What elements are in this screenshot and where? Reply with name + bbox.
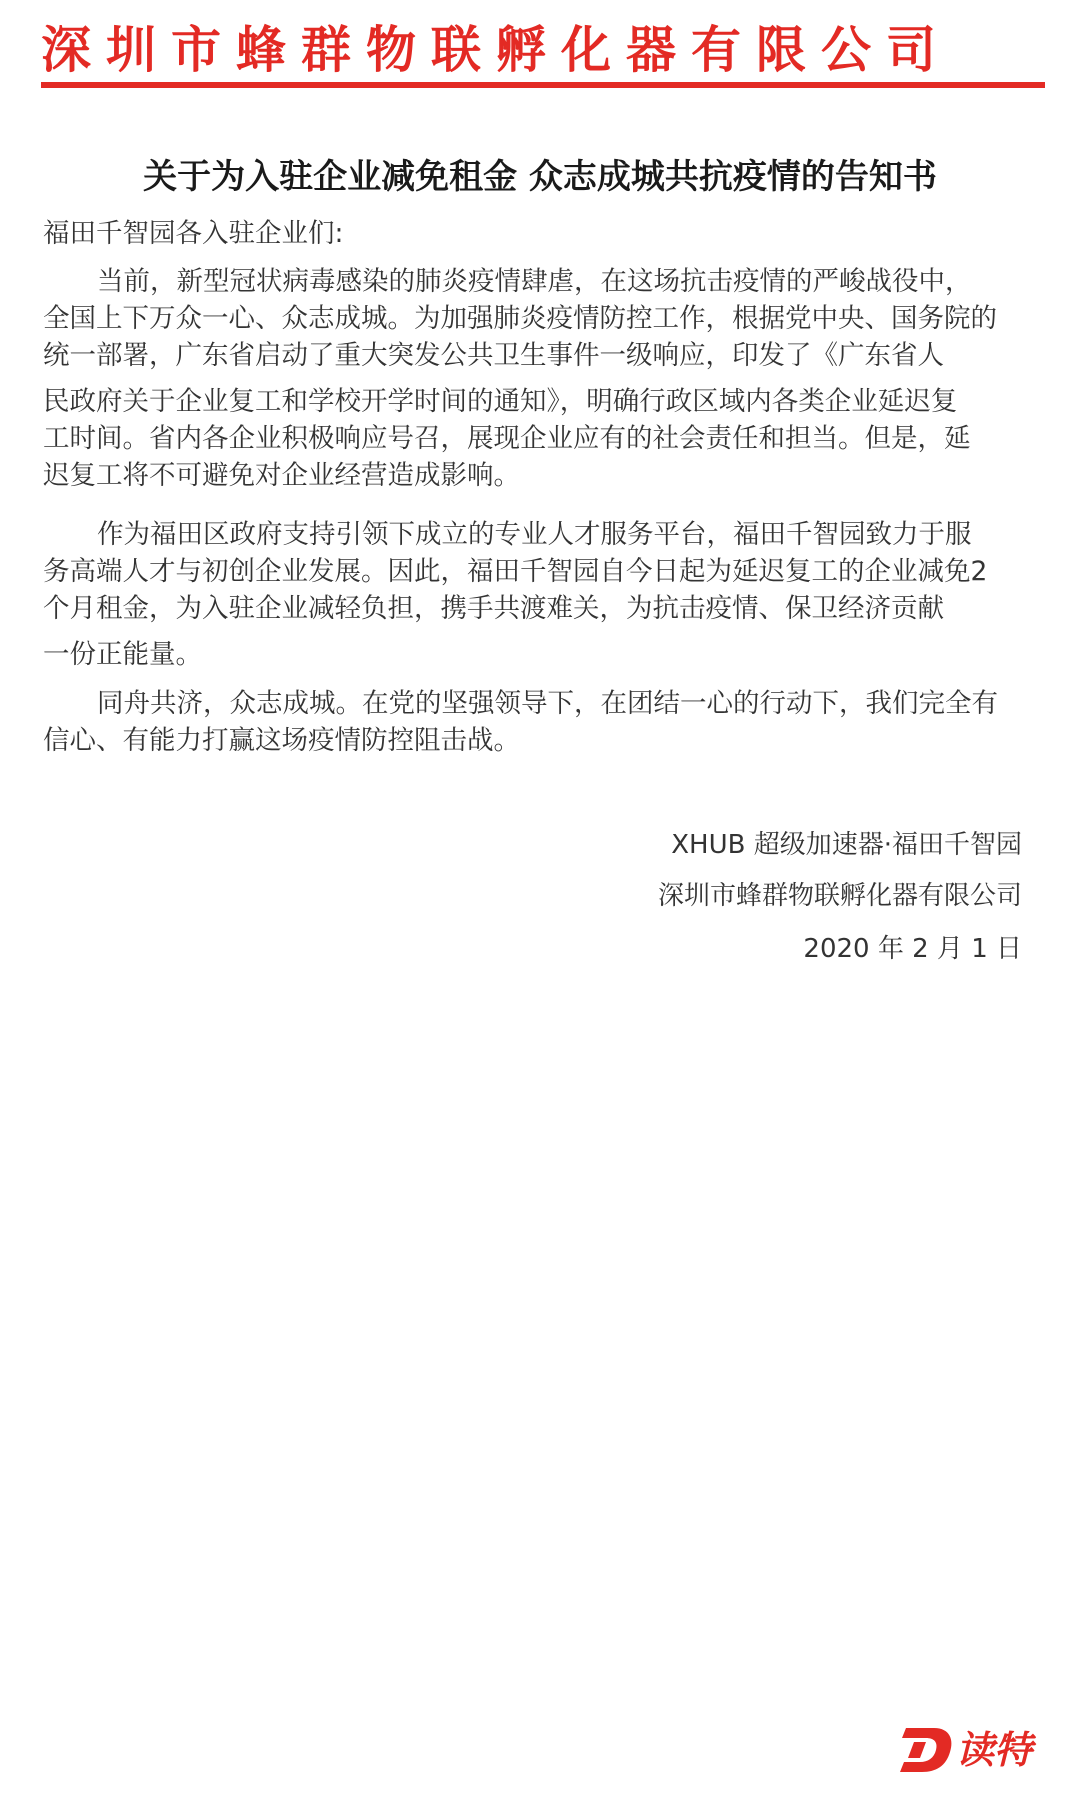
letterhead <box>41 14 1041 88</box>
d-logo-icon <box>900 1726 956 1774</box>
document-title: 关于为入驻企业减免租金 众志成城共抗疫情的告知书 <box>143 157 937 197</box>
paragraph-line: 当前，新型冠状病毒感染的肺炎疫情肆虐，在这场抗击疫情的严峻战役中， <box>97 266 972 297</box>
paragraph-line: 同舟共济，众志成城。在党的坚强领导下，在团结一心的行动下，我们完全有 <box>97 688 998 719</box>
paragraph-line: 工时间。省内各企业积极响应号召，展现企业应有的社会责任和担当。但是，延 <box>43 423 971 454</box>
watermark-text: 读特 <box>956 1728 1033 1772</box>
paragraph-line: 迟复工将不可避免对企业经营造成影响。 <box>43 460 520 491</box>
paragraph-line: 务高端人才与初创企业发展。因此，福田千智园自今日起为延迟复工的企业减免2 <box>43 556 988 587</box>
paragraph-line: 一份正能量。 <box>43 639 202 670</box>
signature-organization: XHUB 超级加速器·福田千智园 <box>671 830 1022 860</box>
paragraph-line: 个月租金，为入驻企业减轻负担，携手共渡难关，为抗击疫情、保卫经济贡献 <box>43 593 944 624</box>
signature-date: 2020 年 2 月 1 日 <box>803 934 1022 964</box>
paragraph-line: 统一部署，广东省启动了重大突发公共卫生事件一级响应，印发了《广东省人 <box>43 340 944 371</box>
company-name: 深圳市蜂群物联孵化器有限公司 <box>41 21 951 79</box>
header-divider <box>41 82 1045 88</box>
paragraph-line: 作为福田区政府支持引领下成立的专业人才服务平台，福田千智园致力于服 <box>97 519 972 550</box>
paragraph-line: 民政府关于企业复工和学校开学时间的通知》，明确行政区域内各类企业延迟复 <box>43 386 958 417</box>
salutation: 福田千智园各入驻企业们: <box>43 218 344 249</box>
paragraph-line: 信心、有能力打赢这场疫情防控阻击战。 <box>43 725 520 756</box>
watermark-logo <box>900 1726 1050 1776</box>
signature-company: 深圳市蜂群物联孵化器有限公司 <box>657 881 1022 911</box>
paragraph-line: 全国上下万众一心、众志成城。为加强肺炎疫情防控工作，根据党中央、国务院的 <box>43 303 997 334</box>
